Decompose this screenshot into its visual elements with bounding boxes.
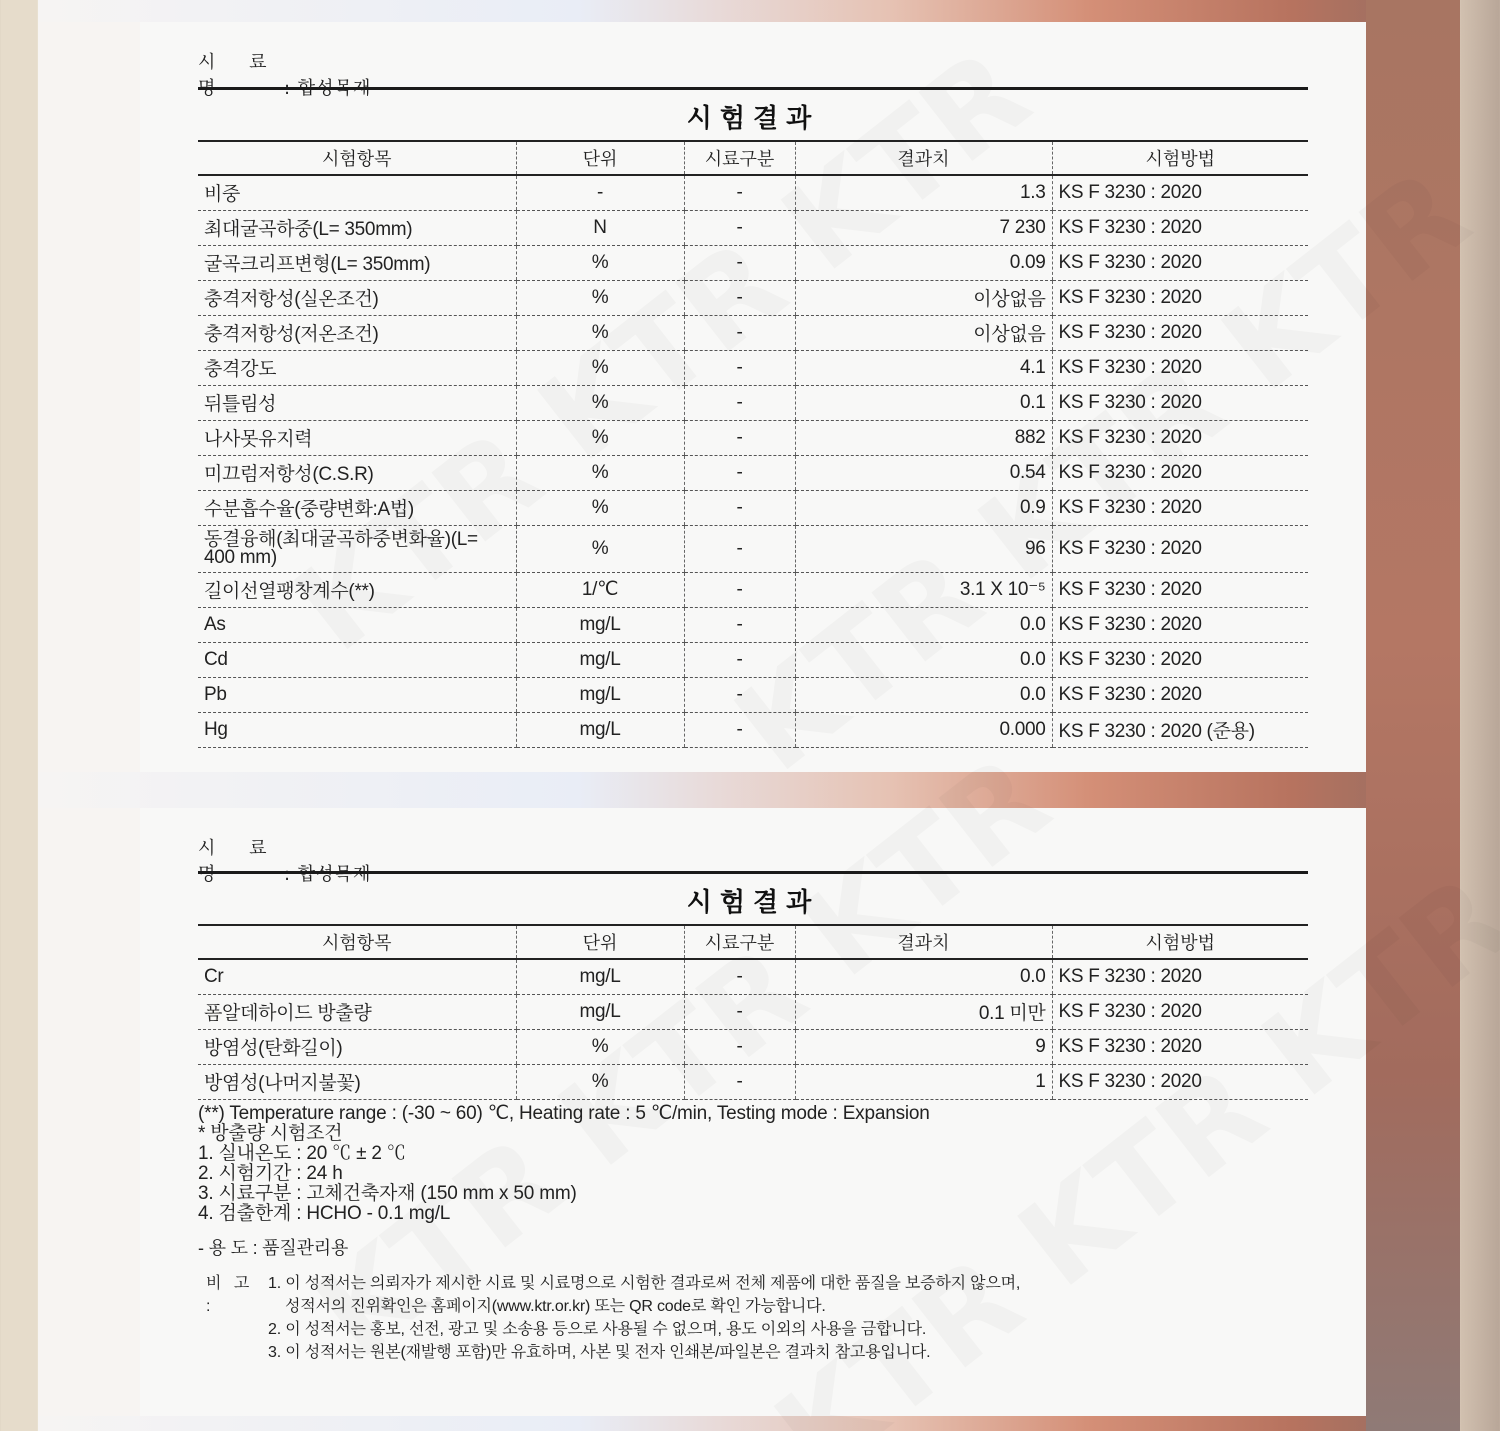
- cell-sample: -: [684, 210, 795, 245]
- cell-result: 0.1: [795, 385, 1052, 420]
- table-row: [198, 1064, 1308, 1099]
- cell-method: KS F 3230 : 2020: [1052, 677, 1308, 712]
- cell-result: 이상없음: [795, 315, 1052, 350]
- table-row: [198, 385, 1308, 420]
- col-header-item: 시험항목: [198, 925, 516, 959]
- bottom-decor-band: [38, 1416, 1460, 1431]
- cell-sample: -: [684, 245, 795, 280]
- cell-method: KS F 3230 : 2020: [1052, 490, 1308, 525]
- cell-method: KS F 3230 : 2020: [1052, 455, 1308, 490]
- col-header-method: 시험방법: [1052, 141, 1308, 175]
- cell-method: KS F 3230 : 2020: [1052, 210, 1308, 245]
- cell-unit: %: [516, 245, 684, 280]
- cell-item: 나사못유지력: [198, 420, 516, 455]
- cell-item: 길이선열팽창계수(**): [198, 572, 516, 607]
- cell-result: 7 230: [795, 210, 1052, 245]
- cell-unit: mg/L: [516, 642, 684, 677]
- cell-sample: -: [684, 315, 795, 350]
- cell-sample: -: [684, 350, 795, 385]
- cell-result: 0.0: [795, 959, 1052, 994]
- table-row: [198, 525, 1308, 572]
- cell-result: 1.3: [795, 175, 1052, 210]
- cell-sample: -: [684, 572, 795, 607]
- cell-item: 뒤틀림성: [198, 385, 516, 420]
- cell-result: 0.9: [795, 490, 1052, 525]
- cell-method: KS F 3230 : 2020: [1052, 959, 1308, 994]
- cell-sample: -: [684, 994, 795, 1029]
- note-line: 2. 시험기간 : 24 h: [198, 1163, 343, 1184]
- remarks-block: [198, 1272, 1308, 1364]
- cell-method: KS F 3230 : 2020: [1052, 315, 1308, 350]
- cell-unit: N: [516, 210, 684, 245]
- cell-item: 굴곡크리프변형(L= 350mm): [198, 245, 516, 280]
- table-row: [198, 959, 1308, 994]
- cell-sample: -: [684, 455, 795, 490]
- cell-method: KS F 3230 : 2020: [1052, 642, 1308, 677]
- cell-sample: -: [684, 420, 795, 455]
- cell-unit: %: [516, 455, 684, 490]
- cell-item: 수분흡수율(중량변화:A법): [198, 490, 516, 525]
- cell-result: 0.54: [795, 455, 1052, 490]
- results-title: 시험결과: [686, 104, 820, 134]
- table-row: [198, 1029, 1308, 1064]
- cell-unit: %: [516, 420, 684, 455]
- results-table-2: [198, 924, 1308, 1100]
- cell-item: 방염성(나머지불꽃): [198, 1064, 516, 1099]
- cell-method: KS F 3230 : 2020: [1052, 1029, 1308, 1064]
- cell-sample: -: [684, 607, 795, 642]
- notes-block: [198, 1104, 1308, 1364]
- cell-result: 0.0: [795, 607, 1052, 642]
- cell-unit: -: [516, 175, 684, 210]
- col-header-method: 시험방법: [1052, 925, 1308, 959]
- remark-item: 1. 이 성적서는 의뢰자가 제시한 시료 및 시료명으로 시험한 결과로써 전체 제품에 대한 품질을 보증하지 않으며,: [268, 1275, 1021, 1292]
- cell-sample: -: [684, 525, 795, 572]
- table-row: [198, 175, 1308, 210]
- cell-method: KS F 3230 : 2020: [1052, 350, 1308, 385]
- cell-method: KS F 3230 : 2020: [1052, 175, 1308, 210]
- col-header-unit: 단위: [516, 141, 684, 175]
- note-line: * 방출량 시험조건: [198, 1123, 343, 1144]
- cell-sample: -: [684, 712, 795, 747]
- cell-result: 1: [795, 1064, 1052, 1099]
- cell-item: Hg: [198, 712, 516, 747]
- cell-item: 미끄럼저항성(C.S.R): [198, 455, 516, 490]
- cell-method: KS F 3230 : 2020: [1052, 525, 1308, 572]
- cell-unit: mg/L: [516, 677, 684, 712]
- cell-unit: %: [516, 350, 684, 385]
- cell-method: KS F 3230 : 2020: [1052, 245, 1308, 280]
- sample-name: 합성목재: [297, 78, 372, 99]
- cell-method: KS F 3230 : 2020: [1052, 607, 1308, 642]
- table-header-row: [198, 925, 1308, 959]
- table-row: [198, 994, 1308, 1029]
- cell-unit: mg/L: [516, 712, 684, 747]
- cell-sample: -: [684, 385, 795, 420]
- cell-sample: -: [684, 642, 795, 677]
- col-header-unit: 단위: [516, 925, 684, 959]
- cell-unit: %: [516, 525, 684, 572]
- cell-unit: %: [516, 1064, 684, 1099]
- cell-sample: -: [684, 677, 795, 712]
- table-row: [198, 420, 1308, 455]
- cell-unit: %: [516, 315, 684, 350]
- col-header-item: 시험항목: [198, 141, 516, 175]
- cell-method: KS F 3230 : 2020: [1052, 385, 1308, 420]
- cell-result: 4.1: [795, 350, 1052, 385]
- cell-result: 3.1 X 10⁻⁵: [795, 572, 1052, 607]
- cell-sample: -: [684, 175, 795, 210]
- sample-label: 시 료 명: [198, 838, 281, 885]
- table-row: [198, 245, 1308, 280]
- col-header-sample: 시료구분: [684, 925, 795, 959]
- note-line: 1. 실내온도 : 20 ℃ ± 2 ℃: [198, 1143, 406, 1164]
- cell-result: 9: [795, 1029, 1052, 1064]
- results-table-1: [198, 140, 1308, 748]
- cell-item: Cr: [198, 959, 516, 994]
- note-line: (**) Temperature range : (-30 ~ 60) ℃, Heating rate : 5 ℃/min, Testing mode : Expansion: [198, 1103, 930, 1124]
- cell-unit: 1/℃: [516, 572, 684, 607]
- sample-name-line: [198, 834, 371, 886]
- sample-colon: :: [284, 864, 298, 885]
- table-row: [198, 677, 1308, 712]
- cell-unit: %: [516, 1029, 684, 1064]
- col-header-result: 결과치: [795, 141, 1052, 175]
- cell-unit: mg/L: [516, 959, 684, 994]
- table-row: [198, 712, 1308, 747]
- cell-item: 비중: [198, 175, 516, 210]
- table-row: [198, 455, 1308, 490]
- cell-item: 폼알데하이드 방출량: [198, 994, 516, 1029]
- cell-result: 이상없음: [795, 280, 1052, 315]
- cell-method: KS F 3230 : 2020: [1052, 420, 1308, 455]
- title-rule: [198, 871, 1308, 874]
- cell-result: 882: [795, 420, 1052, 455]
- table-row: [198, 490, 1308, 525]
- cell-sample: -: [684, 1029, 795, 1064]
- cell-unit: %: [516, 490, 684, 525]
- table-row: [198, 572, 1308, 607]
- cell-result: 0.1 미만: [795, 994, 1052, 1029]
- table-row: [198, 642, 1308, 677]
- cell-result: 0.09: [795, 245, 1052, 280]
- middle-decor-band: [38, 772, 1460, 808]
- cell-method: KS F 3230 : 2020: [1052, 572, 1308, 607]
- cell-sample: -: [684, 959, 795, 994]
- cell-method: KS F 3230 : 2020: [1052, 280, 1308, 315]
- usage-line: - 용 도 : 품질관리용: [198, 1238, 349, 1258]
- table-row: [198, 315, 1308, 350]
- remarks-label: 비 고 :: [206, 1275, 254, 1315]
- cell-item: 충격저항성(저온조건): [198, 315, 516, 350]
- cell-item: 충격강도: [198, 350, 516, 385]
- table-row: [198, 607, 1308, 642]
- right-decor-gradient: [1366, 0, 1460, 1431]
- result-panel-2: [140, 808, 1366, 1416]
- cell-method: KS F 3230 : 2020: [1052, 1064, 1308, 1099]
- cell-method: KS F 3230 : 2020: [1052, 994, 1308, 1029]
- table-row: [198, 280, 1308, 315]
- remark-item: 성적서의 진위확인은 홈페이지(www.ktr.or.kr) 또는 QR code로 확인 가능합니다.: [268, 1298, 826, 1315]
- note-line: 3. 시료구분 : 고체건축자재 (150 mm x 50 mm): [198, 1183, 577, 1204]
- cell-result: 0.000: [795, 712, 1052, 747]
- cell-result: 0.0: [795, 677, 1052, 712]
- note-line: 4. 검출한계 : HCHO - 0.1 mg/L: [198, 1203, 451, 1224]
- sample-label: 시 료 명: [198, 52, 281, 99]
- cell-item: 충격저항성(실온조건): [198, 280, 516, 315]
- cell-unit: mg/L: [516, 607, 684, 642]
- sample-name-line: [198, 48, 371, 100]
- cell-item: Pb: [198, 677, 516, 712]
- table-row: [198, 350, 1308, 385]
- results-title: 시험결과: [686, 888, 820, 918]
- col-header-result: 결과치: [795, 925, 1052, 959]
- cell-method: KS F 3230 : 2020 (준용): [1052, 712, 1308, 747]
- col-header-sample: 시료구분: [684, 141, 795, 175]
- remarks-list: [268, 1272, 1020, 1364]
- cell-item: As: [198, 607, 516, 642]
- cell-sample: -: [684, 490, 795, 525]
- cell-sample: -: [684, 280, 795, 315]
- remark-item: 3. 이 성적서는 원본(재발행 포함)만 유효하며, 사본 및 전자 인쇄본/파일본은 결과치 참고용입니다.: [268, 1344, 931, 1361]
- cell-unit: %: [516, 280, 684, 315]
- cell-sample: -: [684, 1064, 795, 1099]
- cell-unit: %: [516, 385, 684, 420]
- result-panel-1: [140, 22, 1366, 772]
- top-decor-band: [38, 0, 1460, 22]
- table-header-row: [198, 141, 1308, 175]
- remark-item: 2. 이 성적서는 홍보, 선전, 광고 및 소송용 등으로 사용될 수 없으며, 용도 이외의 사용을 금합니다.: [268, 1321, 927, 1338]
- cell-unit: mg/L: [516, 994, 684, 1029]
- sample-colon: :: [284, 78, 298, 99]
- cell-item: 방염성(탄화길이): [198, 1029, 516, 1064]
- table-row: [198, 210, 1308, 245]
- cell-item: 최대굴곡하중(L= 350mm): [198, 210, 516, 245]
- title-rule: [198, 87, 1308, 90]
- cell-result: 0.0: [795, 642, 1052, 677]
- sample-name: 합성목재: [297, 864, 372, 885]
- cell-result: 96: [795, 525, 1052, 572]
- cell-item: Cd: [198, 642, 516, 677]
- cell-item: 동결융해(최대굴곡하중변화율)(L= 400 mm): [198, 525, 516, 572]
